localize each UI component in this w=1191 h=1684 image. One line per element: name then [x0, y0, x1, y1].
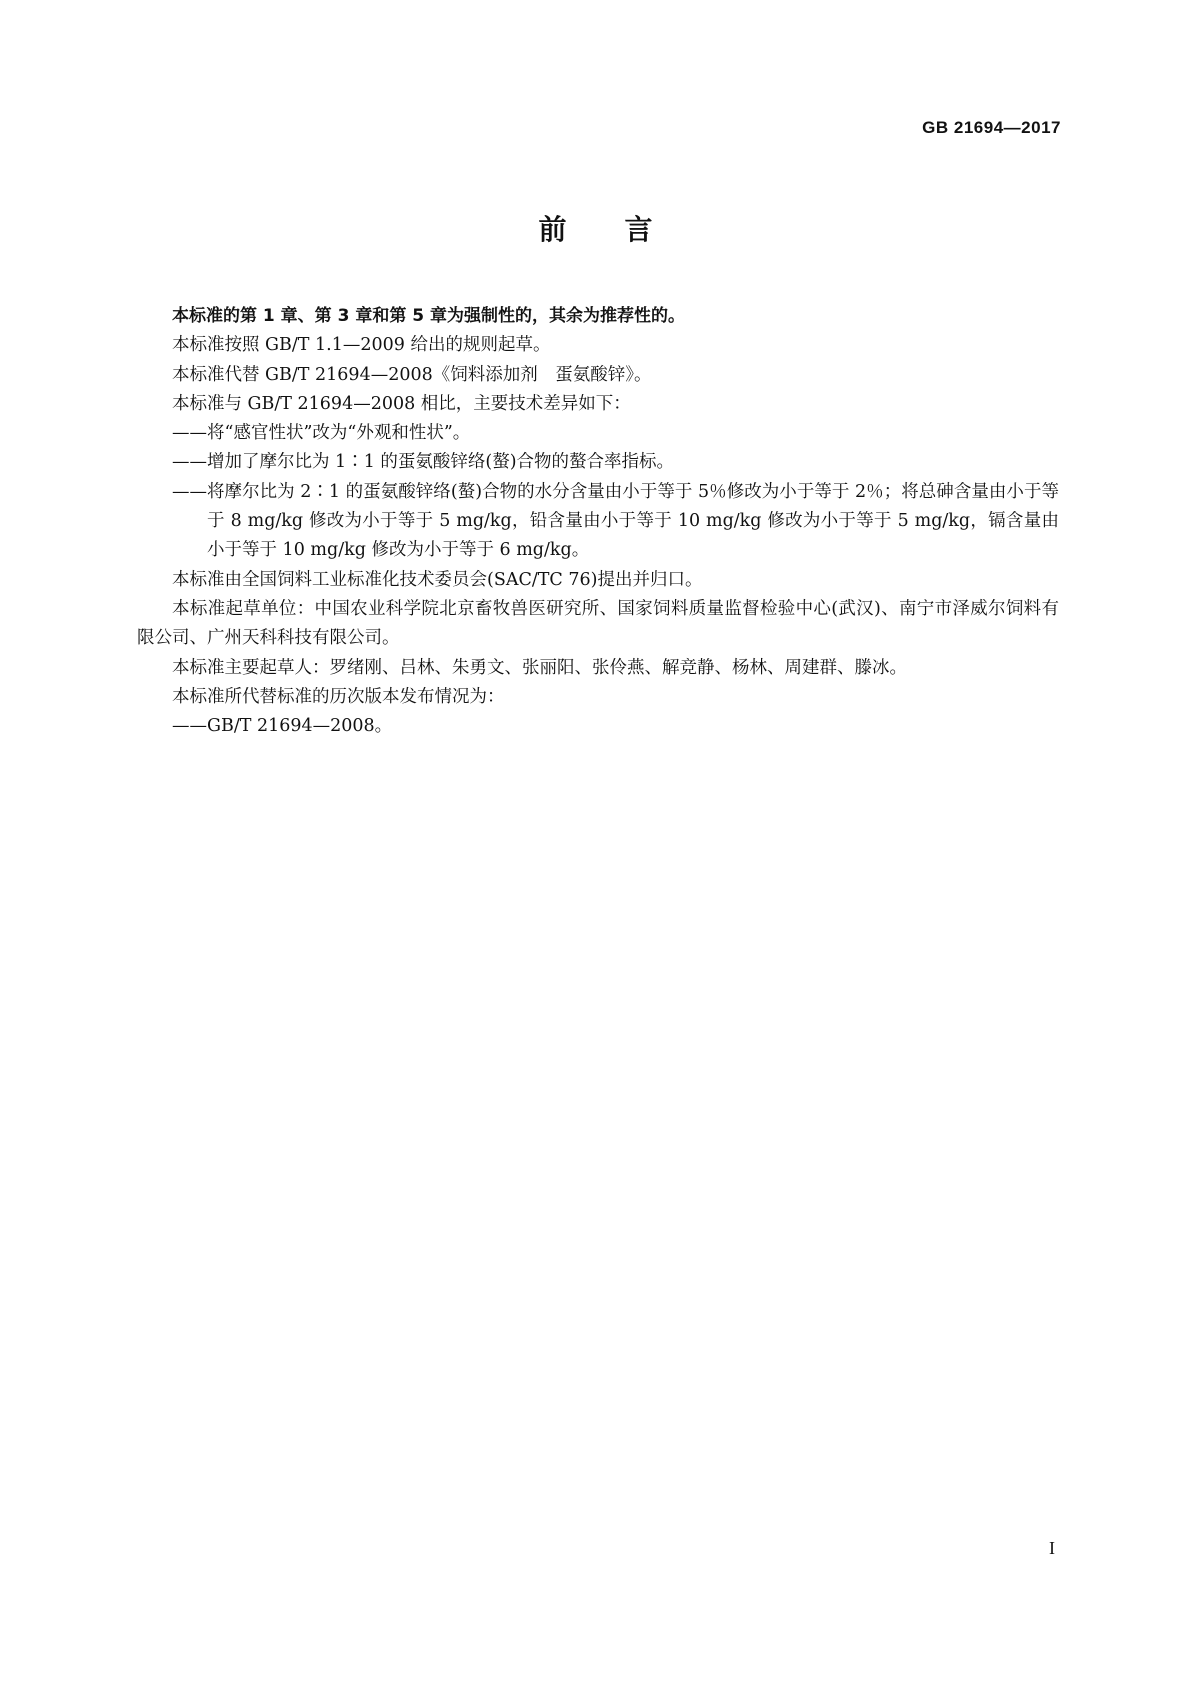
change-item: ——增加了摩尔比为 1∶1 的蛋氨酸锌络(螯)合物的螯合率指标。: [172, 452, 675, 473]
foreword-body: [137, 302, 1059, 741]
paragraph-mandatory-chapters: 本标准的第 1 章、第 3 章和第 5 章为强制性的，其余为推荐性的。: [172, 306, 685, 326]
change-item: ——将摩尔比为 2∶1 的蛋氨酸锌络(螯)合物的水分含量由小于等于 5％修改为小于等于 2％；将总砷含量由小于等于 8 mg/kg 修改为小于等于 5 mg/kg，铅含量由小于等于 10 mg/kg 修改为小于等于 5 mg/kg，镉含量由小于等于 10 mg/kg 修改为小于等于 6 mg/kg。: [172, 481, 1059, 561]
paragraph-drafting-units: 本标准起草单位：中国农业科学院北京畜牧兽医研究所、国家饲料质量监督检验中心(武汉)、南宁市泽威尔饲料有限公司、广州天科科技有限公司。: [137, 598, 1059, 649]
paragraph-drafters: 本标准主要起草人：罗绪刚、吕林、朱勇文、张丽阳、张伶燕、解竞静、杨林、周建群、滕冰。: [172, 657, 907, 678]
page-number: I: [1049, 1538, 1055, 1558]
paragraph-changes-intro: 本标准与 GB/T 21694—2008 相比，主要技术差异如下：: [172, 393, 631, 414]
page-title: 前言: [538, 213, 711, 246]
paragraph-previous-editions: 本标准所代替标准的历次版本发布情况为：: [172, 686, 505, 707]
change-item: ——将“感官性状”改为“外观和性状”。: [172, 423, 471, 444]
paragraph-replaces: 本标准代替 GB/T 21694—2008《饲料添加剂 蛋氨酸锌》。: [172, 364, 652, 385]
paragraph-proposed-by: 本标准由全国饲料工业标准化技术委员会(SAC/TC 76)提出并归口。: [172, 569, 703, 590]
paragraph-drafting-rules: 本标准按照 GB/T 1.1—2009 给出的规则起草。: [172, 335, 551, 356]
standard-code: GB 21694—2017: [922, 118, 1061, 137]
previous-edition-item: ——GB/T 21694—2008。: [172, 716, 393, 737]
